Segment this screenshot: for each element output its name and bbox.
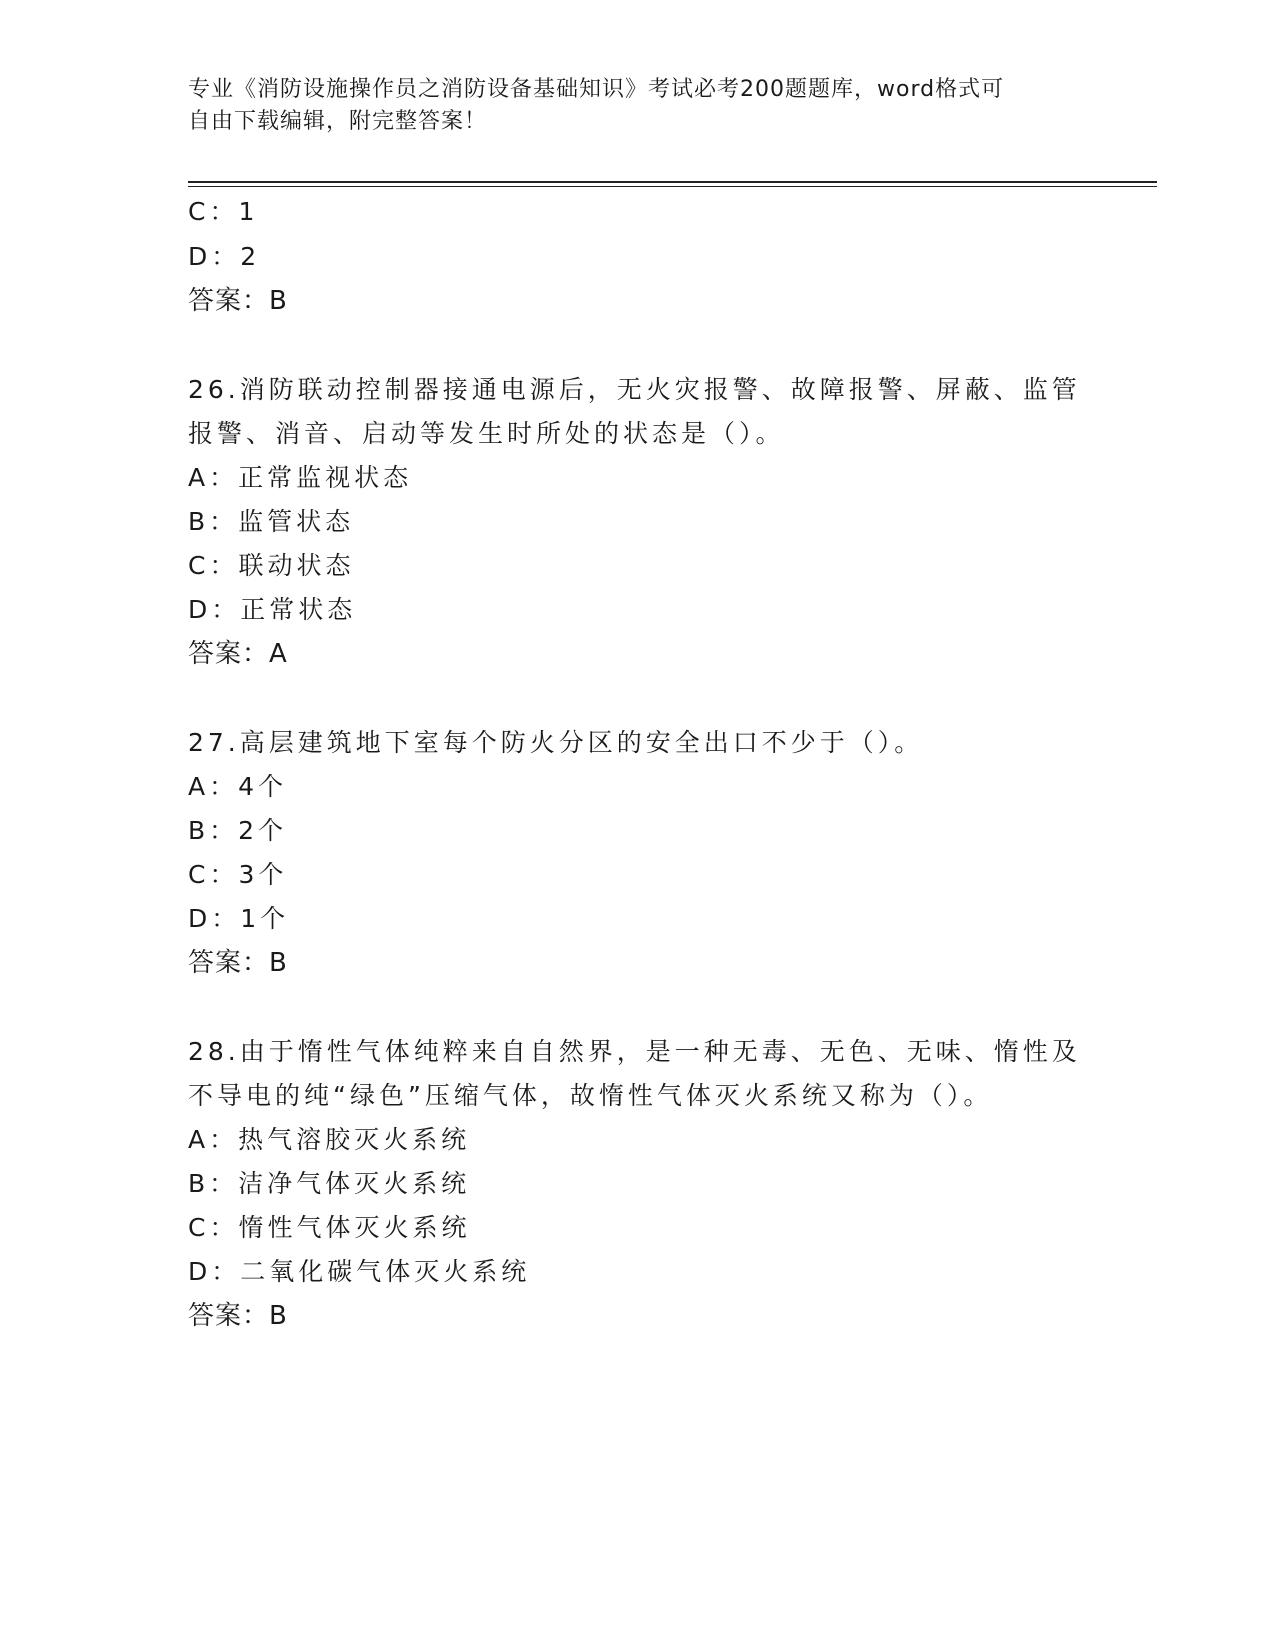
- header-divider-thin: [188, 186, 1157, 187]
- q28-stem-line-2: 不导电的纯“绿色”压缩气体，故惰性气体灭火系统又称为（）。: [188, 1081, 993, 1110]
- q25-answer: 答案：B: [188, 286, 288, 316]
- q28-answer: 答案：B: [188, 1301, 288, 1331]
- document-header: [188, 74, 1088, 138]
- q27-option-b: B：2个: [188, 816, 288, 845]
- q27-option-d: D：1个: [188, 904, 290, 933]
- q28-option-c: C：惰性气体灭火系统: [188, 1213, 471, 1242]
- q27-stem-line-1: 27.高层建筑地下室每个防火分区的安全出口不少于（）。: [188, 728, 924, 757]
- header-divider-thick: [188, 181, 1157, 183]
- q26-stem-line-1: 26.消防联动控制器接通电源后，无火灾报警、故障报警、屏蔽、监管: [188, 375, 1081, 404]
- q26-stem-line-2: 报警、消音、启动等发生时所处的状态是（）。: [188, 419, 785, 448]
- q26-option-c: C：联动状态: [188, 551, 355, 580]
- q28-option-a: A：热气溶胶灭火系统: [188, 1125, 471, 1154]
- q26-option-b: B：监管状态: [188, 507, 355, 536]
- q28-option-b: B：洁净气体灭火系统: [188, 1169, 471, 1198]
- q26-option-a: A：正常监视状态: [188, 463, 413, 492]
- q25-option-d: D：2: [188, 242, 261, 271]
- q28-option-d: D：二氧化碳气体灭火系统: [188, 1257, 531, 1286]
- q28-stem-line-1: 28.由于惰性气体纯粹来自自然界，是一种无毒、无色、无味、惰性及: [188, 1037, 1081, 1066]
- q26-answer: 答案：A: [188, 639, 288, 669]
- header-title-line-1: 专业《消防设施操作员之消防设备基础知识》考试必考200题题库，word格式可: [188, 77, 1005, 102]
- q25-option-c: C：1: [188, 197, 259, 226]
- q27-answer: 答案：B: [188, 948, 288, 978]
- q27-option-c: C：3个: [188, 860, 288, 889]
- header-title-line-2: 自由下载编辑，附完整答案！: [188, 109, 488, 134]
- q27-option-a: A：4个: [188, 772, 288, 801]
- q26-option-d: D：正常状态: [188, 595, 357, 624]
